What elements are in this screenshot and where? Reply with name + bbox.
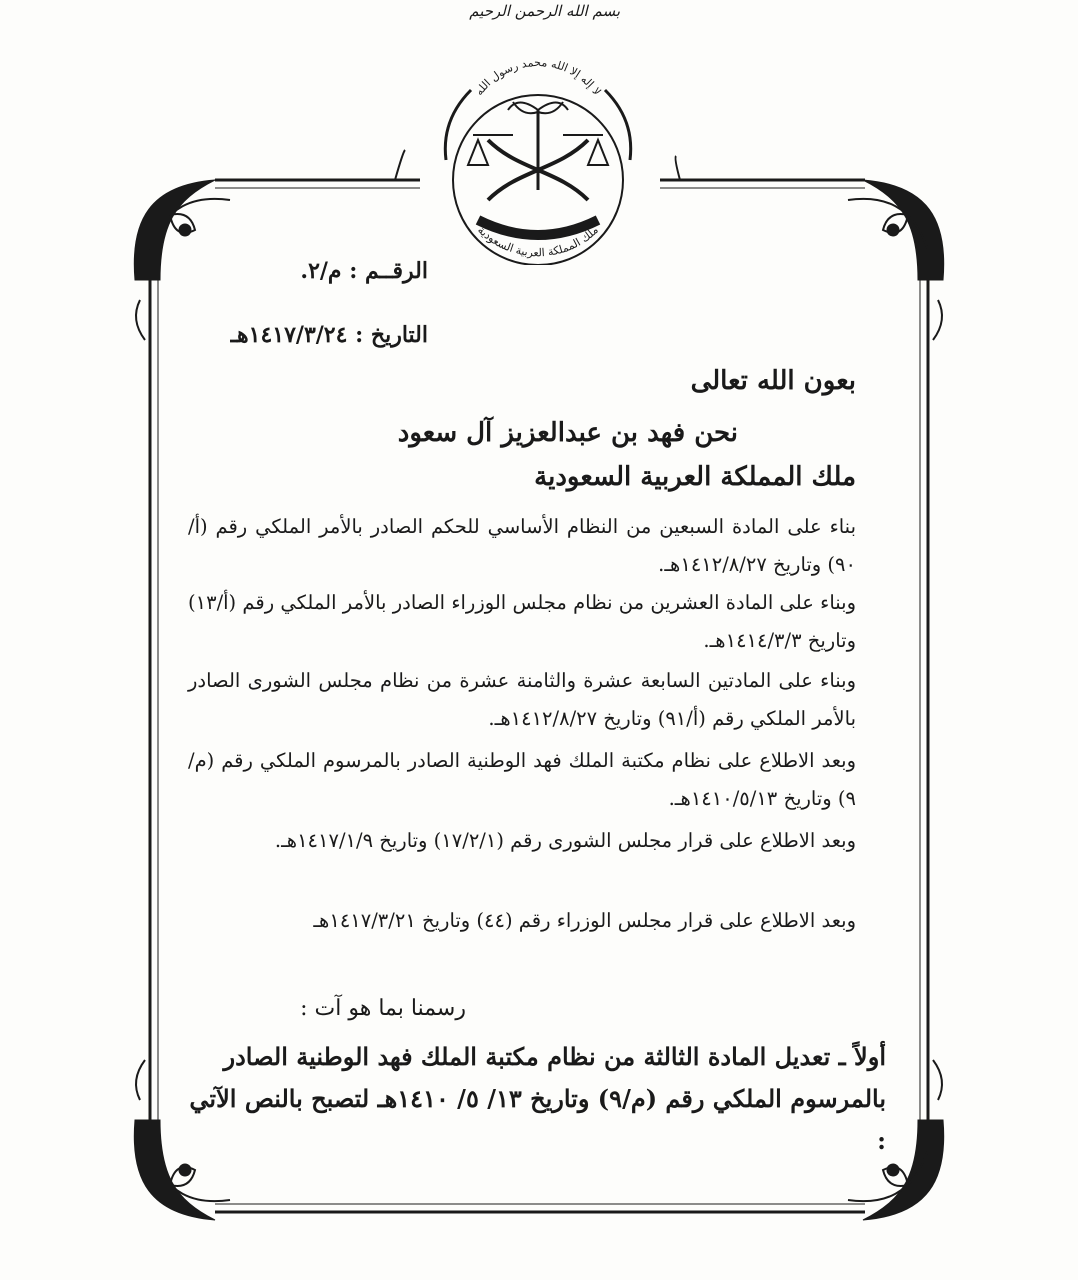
paragraph-6: وبعد الاطلاع على قرار مجلس الوزراء رقم (٤٤) وتاريخ ١٤١٧/٣/٢١هـ [313, 909, 856, 932]
decree-intro: رسمنا بما هو آت : [300, 996, 466, 1021]
svg-text:لا إله إلا الله محمد رسول الله [472, 56, 603, 98]
basmala-heading: بسم الله الرحمن الرحيم [469, 2, 620, 20]
intro-line-2: نحن فهد بن عبدالعزيز آل سعود [397, 418, 738, 448]
document-date: التاريخ : ١٤١٧/٣/٢٤هـ [230, 322, 428, 348]
intro-line-1: بعون الله تعالى [690, 366, 856, 396]
paragraph-5: وبعد الاطلاع على قرار مجلس الشورى رقم (١٧/٢/١) وتاريخ ١٤١٧/١/٩هـ. [274, 829, 856, 852]
emblem-top-text: لا إله إلا الله محمد رسول الله [472, 56, 604, 98]
reference-number: الرقــم : م/٢. [300, 258, 428, 284]
paragraph-4: وبعد الاطلاع على نظام مكتبة الملك فهد الوطنية الصادر بالمرسوم الملكي رقم (م/٩) وتاريخ ١٤١٠/٥/١٣هـ. [188, 749, 856, 810]
decree-first-item: أولاً ـ تعديل المادة الثالثة من نظام مكتبة الملك فهد الوطنية الصادر بالمرسوم الملكي رقم (م/٩) وتاريخ ١٣/ ٥/ ١٤١٠هـ لتصبح بالنص الآتي : [189, 1042, 886, 1155]
saudi-emblem-logo [428, 40, 648, 265]
emblem-bottom-text: ملك المملكة العربية السعودية [475, 223, 601, 260]
paragraph-2: وبناء على المادة العشرين من نظام مجلس الوزراء الصادر بالأمر الملكي رقم (أ/١٣) وتاريخ ١٤١٤/٣/٣هـ. [188, 591, 856, 652]
paragraph-3: وبناء على المادتين السابعة عشرة والثامنة عشرة من نظام مجلس الشورى الصادر بالأمر الملكي رقم (أ/٩١) وتاريخ ١٤١٢/٨/٢٧هـ. [188, 669, 856, 730]
paragraph-1: بناء على المادة السبعين من النظام الأساسي للحكم الصادر بالأمر الملكي رقم (أ/٩٠) وتاريخ ١٤١٢/٨/٢٧هـ. [188, 515, 856, 576]
intro-line-3: ملك المملكة العربية السعودية [534, 462, 856, 492]
